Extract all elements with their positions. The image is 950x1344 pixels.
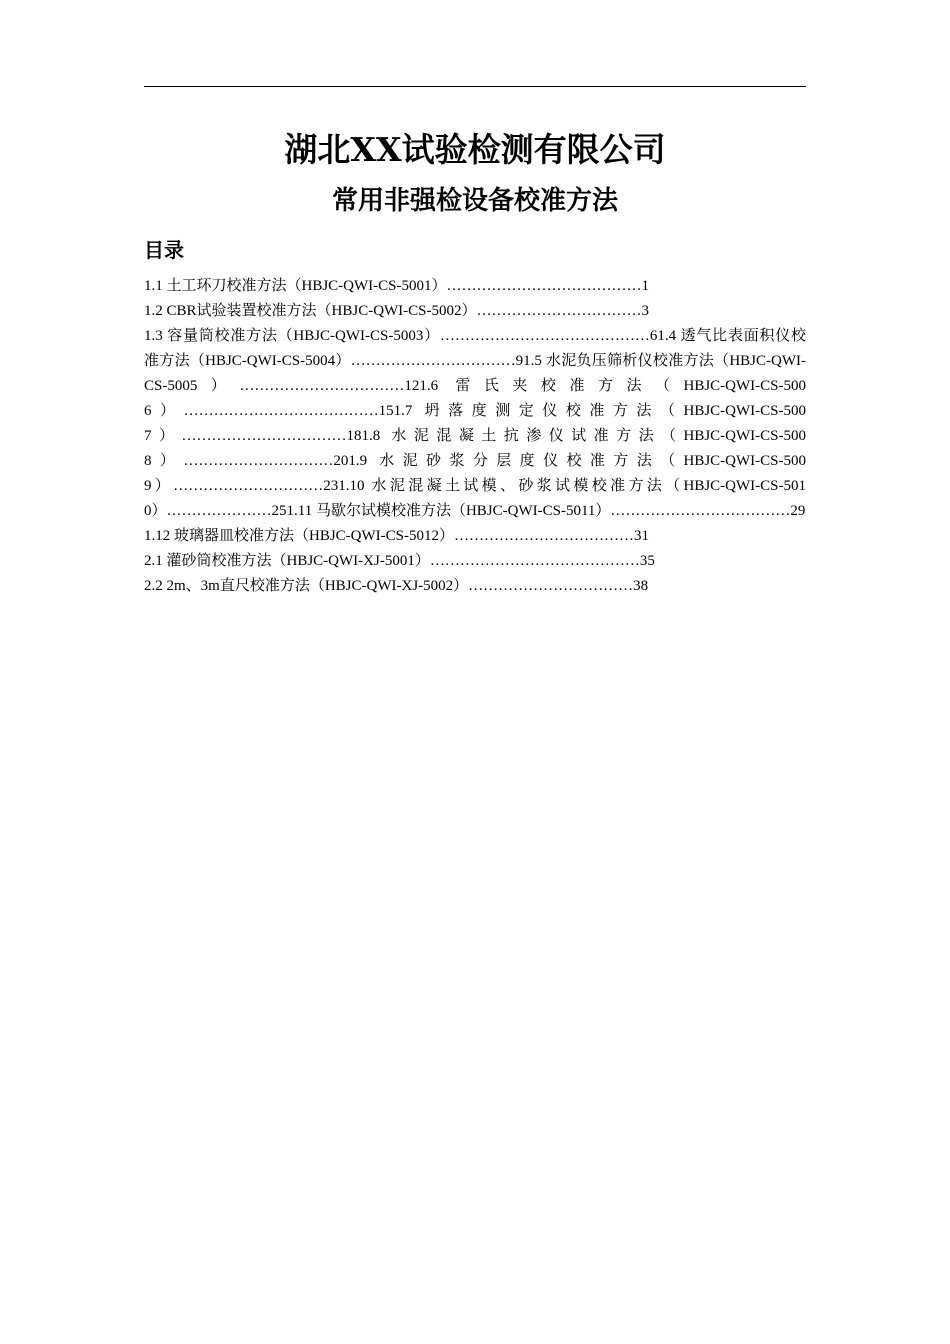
table-of-contents: [144, 274, 806, 599]
toc-heading: 目录: [144, 238, 184, 262]
toc-entry-1-1[interactable]: 1.1 土工环刀校准方法（HBJC-QWI-CS-5001）…………………………………1: [144, 278, 649, 294]
toc-entry-1-12[interactable]: 1.12 玻璃器皿校准方法（HBJC-QWI-CS-5012）………………………………31: [144, 528, 649, 544]
toc-entry-2-1[interactable]: 2.1 灌砂筒校准方法（HBJC-QWI-XJ-5001）……………………………………35: [144, 553, 655, 569]
toc-entry-1-2[interactable]: 1.2 CBR试验装置校准方法（HBJC-QWI-CS-5002）……………………………3: [144, 303, 650, 319]
document-subtitle: 常用非强检设备校准方法: [331, 186, 618, 216]
toc-merged-entries[interactable]: 1.3 容量筒校准方法（HBJC-QWI-CS-5003）……………………………………61.4 透气比表面积仪校准方法（HBJC-QWI-CS-5004）……………………………91.5 水泥负压筛析仪校准方法（HBJC-QWI-CS-5005）……………………………121.6 雷氏夹校准方法（HBJC-QWI-CS-5006）…………………………………151.7 坍落度测定仪校准方法（HBJC-QWI-CS-5007）……………………………181.8 水泥混凝土抗渗仪试准方法（HBJC-QWI-CS-5008）…………………………201.9 水泥砂浆分层度仪校准方法（HBJC-QWI-CS-5009）…………………………231.10 水泥混凝土试模、砂浆试模校准方法（HBJC-QWI-CS-5010）…………………251.11 马歇尔试模校准方法（HBJC-QWI-CS-5011）………………………………29: [144, 328, 806, 519]
document-title: 湖北XX试验检测有限公司: [284, 130, 666, 169]
header-rule: [144, 86, 806, 87]
toc-entry-2-2[interactable]: 2.2 2m、3m直尺校准方法（HBJC-QWI-XJ-5002）……………………………38: [144, 578, 649, 594]
